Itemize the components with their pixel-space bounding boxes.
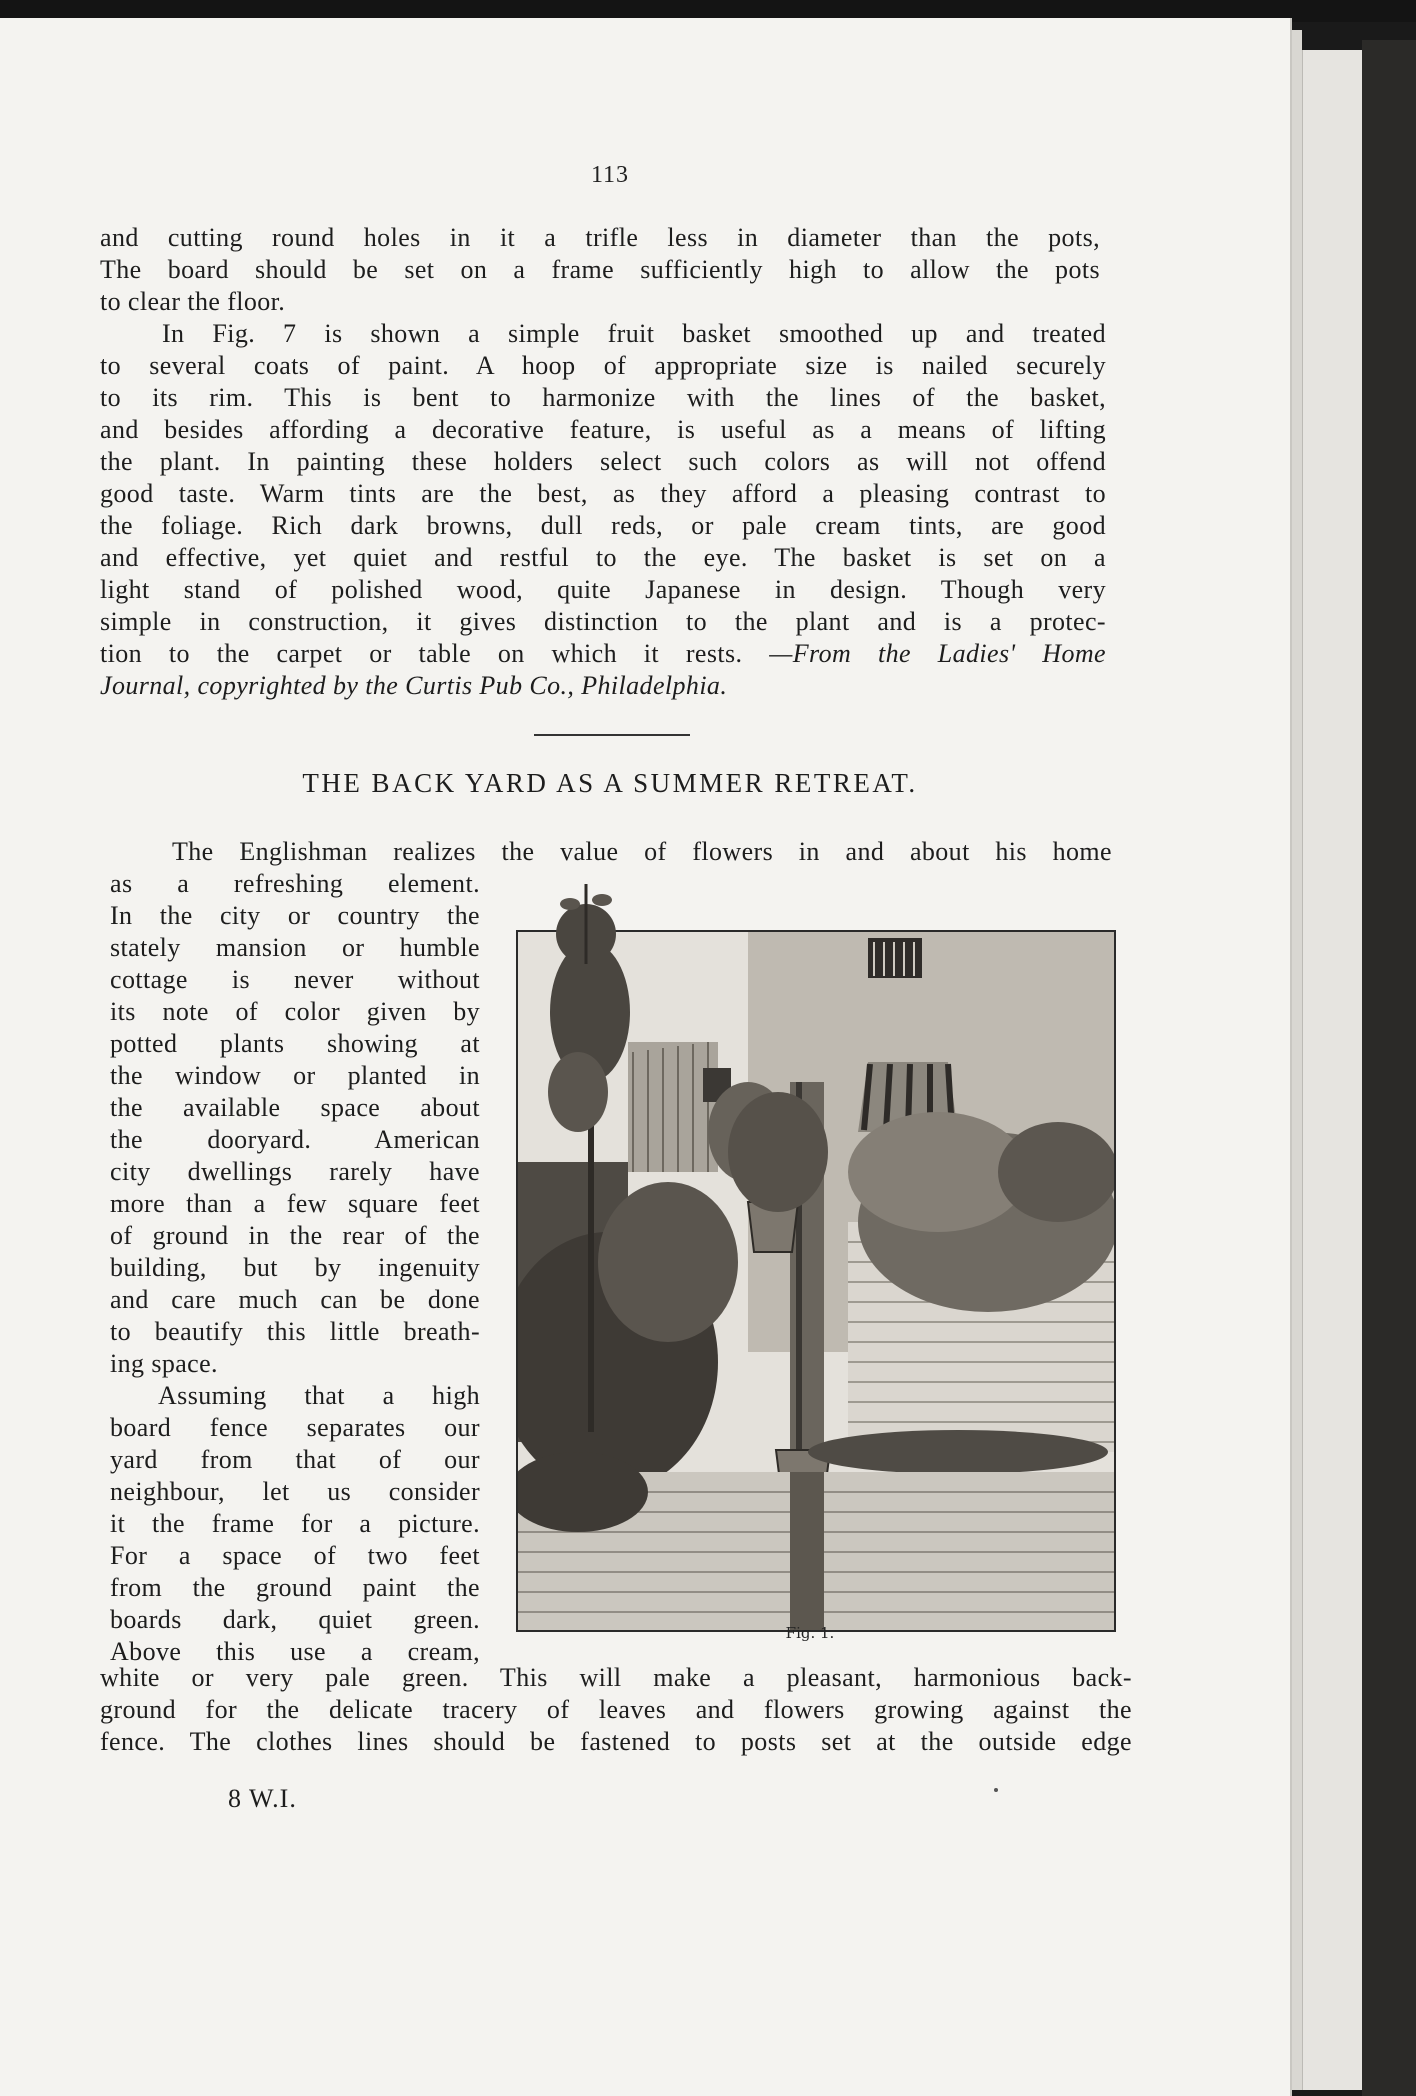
text-line: as a refreshing element. [110, 869, 480, 898]
text-line: For a space of two feet [110, 1541, 480, 1570]
text-line: In Fig. 7 is shown a simple fruit basket smoothed up and treated [162, 319, 1106, 348]
text-line: and effective, yet quiet and restful to the eye. The basket is set on a [100, 543, 1106, 572]
text-line: The board should be set on a frame sufficiently high to allow the pots [100, 255, 1100, 284]
scan-border-right [1362, 40, 1416, 2096]
text-line: the window or planted in [110, 1061, 480, 1090]
text-line: it the frame for a picture. [110, 1509, 480, 1538]
fig7-paragraph [100, 318, 1106, 702]
text-line: white or very pale green. This will make a pleasant, harmonious back- [100, 1663, 1132, 1692]
tree-top-sketch [540, 874, 630, 964]
ink-speck [994, 1788, 998, 1792]
continuation-paragraph [100, 222, 1100, 318]
text-line: yard from that of our [110, 1445, 480, 1474]
article-continuation [100, 1662, 1132, 1758]
text-line: city dwellings rarely have [110, 1157, 480, 1186]
article-column [110, 868, 480, 1668]
figure-caption: Fig. 1. [785, 1624, 835, 1642]
text-line: Above this use a cream, [110, 1637, 480, 1666]
page-number: 113 [590, 162, 630, 188]
text-line: to its rim. This is bent to harmonize with the lines of the basket, [100, 383, 1106, 412]
text-line: light stand of polished wood, quite Japanese in design. Though very [100, 575, 1106, 604]
text-line: and care much can be done [110, 1285, 480, 1314]
text-line: cottage is never without [110, 965, 480, 994]
text-line: the available space about [110, 1093, 480, 1122]
text-line: its note of color given by [110, 997, 480, 1026]
illustration-drawing [518, 932, 1114, 1630]
text-line: more than a few square feet [110, 1189, 480, 1218]
citation-source: Journal, copyrighted by the Curtis Pub Co., Philadelphia. [100, 671, 728, 700]
text-line: of ground in the rear of the [110, 1221, 480, 1250]
text-line: to clear the floor. [100, 287, 286, 316]
text-line: building, but by ingenuity [110, 1253, 480, 1282]
text-line: boards dark, quiet green. [110, 1605, 480, 1634]
text-line: the plant. In painting these holders select such colors as will not offend [100, 447, 1106, 476]
citation-plain: tion to the carpet or table on which it rests. [100, 639, 743, 668]
text-line: and cutting round holes in it a trifle less in diameter than the pots, [100, 223, 1100, 252]
text-line: potted plants showing at [110, 1029, 480, 1058]
text-line: fence. The clothes lines should be fastened to posts set at the outside edge [100, 1727, 1132, 1756]
text-line: stately mansion or humble [110, 933, 480, 962]
section-divider [534, 734, 690, 736]
text-line: and besides affording a decorative feature, is useful as a means of lifting [100, 415, 1106, 444]
text-line: neighbour, let us consider [110, 1477, 480, 1506]
text-line: ground for the delicate tracery of leaves and flowers growing against the [100, 1695, 1132, 1724]
backyard-illustration [516, 930, 1116, 1632]
citation-italic: —From the Ladies' Home [769, 639, 1106, 668]
text-line: Assuming that a high [158, 1381, 480, 1410]
text-line: to beautify this little breath- [110, 1317, 480, 1346]
article-intro [100, 836, 1112, 868]
text-line: simple in construction, it gives distinction to the plant and is a protec- [100, 607, 1106, 636]
text-line: from the ground paint the [110, 1573, 480, 1602]
text-line: the dooryard. American [110, 1125, 480, 1154]
page-edge-stack [1302, 50, 1363, 2090]
text-line: ing space. [110, 1349, 218, 1378]
text-line: to several coats of paint. A hoop of appropriate size is nailed securely [100, 351, 1106, 380]
text-line: board fence separates our [110, 1413, 480, 1442]
citation-line [100, 638, 1106, 670]
text-line: The Englishman realizes the value of flowers in and about his home [172, 837, 1112, 866]
signature-mark: 8 W.I. [228, 1784, 297, 1813]
text-line: In the city or country the [110, 901, 480, 930]
text-line: good taste. Warm tints are the best, as they afford a pleasing contrast to [100, 479, 1106, 508]
text-line: the foliage. Rich dark browns, dull reds, or pale cream tints, are good [100, 511, 1106, 540]
article-heading: THE BACK YARD AS A SUMMER RETREAT. [302, 768, 918, 798]
